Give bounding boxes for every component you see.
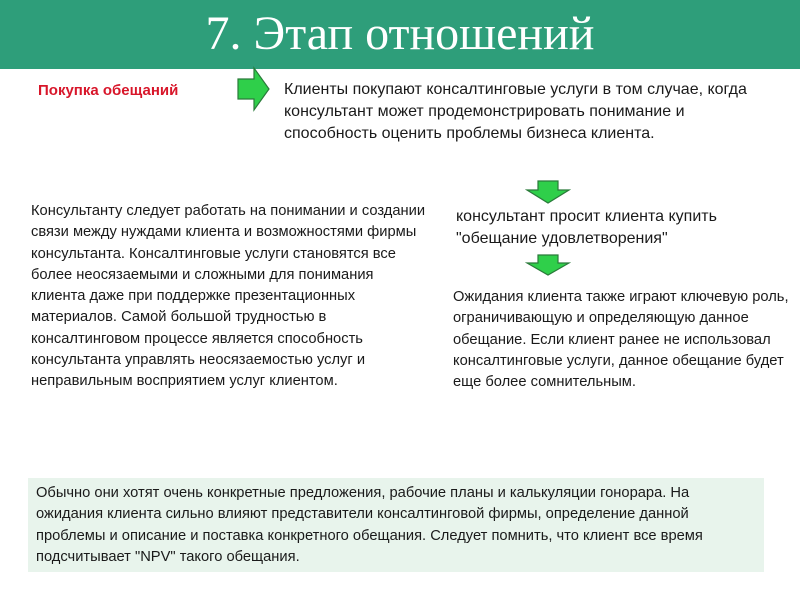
right-description: Ожидания клиента также играют ключевую роль, ограничивающую и определяющую данное обещание. Если клиент ранее не использовал консалтинговые услуги, данное обещание будет еще более сомнительным. <box>453 289 789 391</box>
top-description: Клиенты покупают консалтинговые услуги в том случае, когда консультант может продемонстрировать понимание и способность оценить проблемы бизнеса клиента. <box>284 81 747 142</box>
bottom-note-box <box>28 478 764 572</box>
title-bar <box>0 0 800 69</box>
arrow-down-icon <box>525 180 571 204</box>
bottom-note: Обычно они хотят очень конкретные предложения, рабочие планы и калькуляции гонорара. На ожидания клиента сильно влияют представители консалтинговой фирмы, определение данной проблемы и описание и поставка конкретного обещания. Следует помнить, что клиент все время подсчитывает "NPV" такого обещания. <box>36 485 703 565</box>
left-description: Консультанту следует работать на понимании и создании связи между нуждами клиента и возможностями фирмы консультанта. Консалтинговые услуги становятся все более неосязаемыми и сложными для понимания клиента даже при поддержке презентационных материалов. Самой большой трудностью в консалтинговом процессе является способность консультанта управлять неосязаемостью услуг и неправильным восприятием услуг клиентом. <box>31 203 426 390</box>
middle-description: консультант просит клиента купить "обещание удовлетворения" <box>456 208 717 247</box>
arrow-right-icon <box>236 66 270 112</box>
promise-purchase-label: Покупка обещаний <box>38 82 179 99</box>
slide-title: 7. Этап отношений <box>205 7 595 60</box>
arrow-down-icon <box>525 254 571 276</box>
